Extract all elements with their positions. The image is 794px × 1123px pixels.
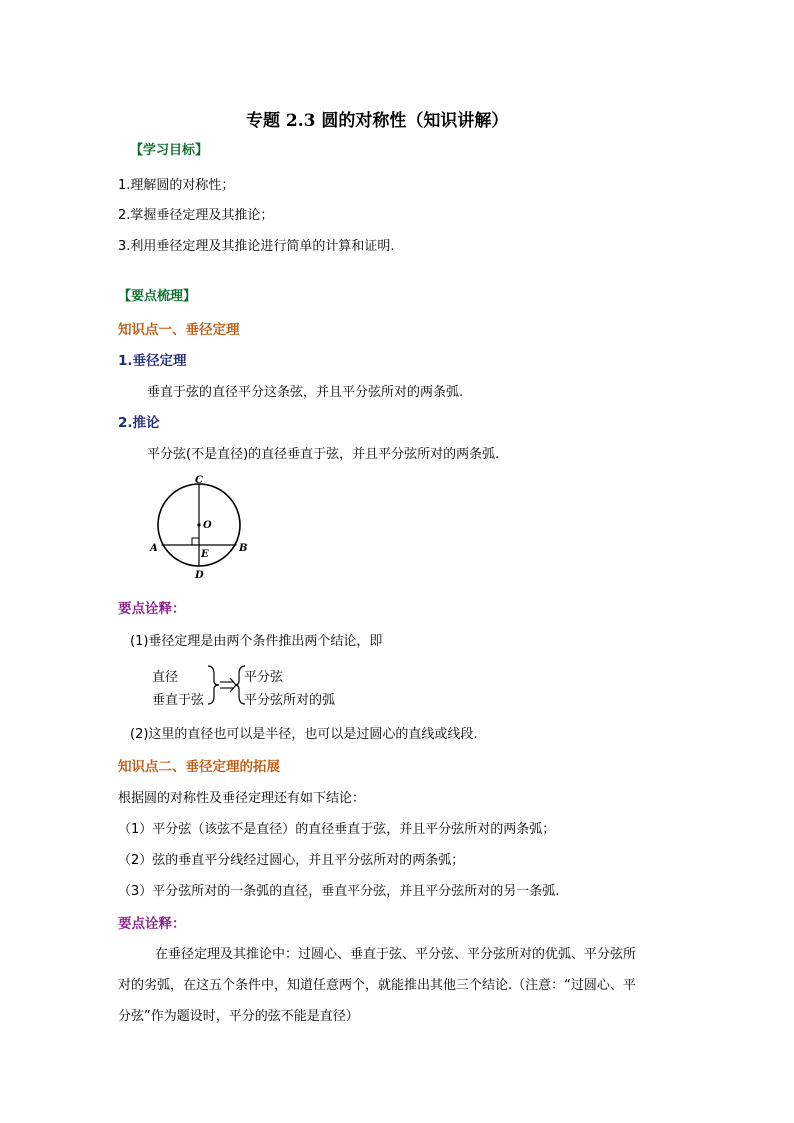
label-e: E bbox=[201, 549, 209, 560]
corollary-text: 平分弦(不是直径)的直径垂直于弦，并且平分弦所对的两条弧. bbox=[147, 447, 500, 462]
label-b: B bbox=[239, 543, 248, 554]
page-title: 专题 2.3 圆的对称性（知识讲解） bbox=[246, 111, 509, 131]
label-c: C bbox=[195, 475, 203, 486]
kp2-item-2: （2）弦的垂直平分线经过圆心，并且平分弦所对的两条弧； bbox=[118, 853, 465, 868]
center-dot bbox=[197, 523, 200, 526]
kp2-item-3: （3）平分弦所对的一条弧的直径，垂直平分弦，并且平分弦所对的另一条弧. bbox=[118, 884, 560, 899]
kp1-heading: 知识点一、垂径定理 bbox=[118, 322, 240, 338]
result-bisect-chord: 平分弦 bbox=[244, 670, 284, 685]
right-angle-mark bbox=[192, 538, 199, 545]
theorem-heading: 1.垂径定理 bbox=[118, 353, 187, 369]
right-brace-icon bbox=[208, 666, 219, 704]
corollary-heading: 2.推论 bbox=[118, 415, 160, 431]
kp2-note-line-1: 在垂径定理及其推论中：过圆心、垂直于弦、平分弦、平分弦所对的优弧、平分弦所 bbox=[155, 947, 637, 962]
label-o: O bbox=[203, 520, 212, 531]
kp2-item-1: （1）平分弦（该弦不是直径）的直径垂直于弦，并且平分弦所对的两条弧； bbox=[118, 822, 556, 837]
objectives-heading: 【学习目标】 bbox=[130, 143, 209, 158]
kp2-intro: 根据圆的对称性及垂径定理还有如下结论： bbox=[118, 791, 366, 806]
kp1-note-heading: 要点诠释： bbox=[118, 601, 186, 617]
kp2-heading: 知识点二、垂径定理的拓展 bbox=[118, 759, 280, 775]
circle-diagram bbox=[140, 470, 260, 585]
brace-arrow-symbol bbox=[206, 664, 246, 706]
keypoints-heading: 【要点梳理】 bbox=[118, 289, 197, 304]
kp2-note-line-3: 分弦”作为题设时，平分的弦不能是直径） bbox=[118, 1009, 359, 1024]
condition-perpendicular: 垂直于弦 bbox=[152, 693, 205, 708]
objective-item-3: 3.利用垂径定理及其推论进行简单的计算和证明. bbox=[118, 239, 395, 254]
label-a: A bbox=[150, 543, 158, 554]
kp2-note-heading: 要点诠释： bbox=[118, 916, 186, 932]
theorem-text: 垂直于弦的直径平分这条弦，并且平分弦所对的两条弧. bbox=[147, 385, 464, 400]
condition-diameter: 直径 bbox=[152, 670, 179, 685]
objective-item-2: 2.掌握垂径定理及其推论； bbox=[118, 208, 274, 223]
kp1-note-1: (1)垂径定理是由两个条件推出两个结论，即 bbox=[130, 634, 383, 649]
result-bisect-arc: 平分弦所对的弧 bbox=[244, 693, 336, 708]
kp1-note-2: (2)这里的直径也可以是半径，也可以是过圆心的直线或线段. bbox=[130, 727, 478, 742]
label-d: D bbox=[195, 570, 204, 581]
kp2-note-line-2: 对的劣弧，在这五个条件中，知道任意两个，就能推出其他三个结论.（注意：“过圆心、平 bbox=[118, 978, 636, 993]
objective-item-1: 1.理解圆的对称性； bbox=[118, 178, 235, 193]
